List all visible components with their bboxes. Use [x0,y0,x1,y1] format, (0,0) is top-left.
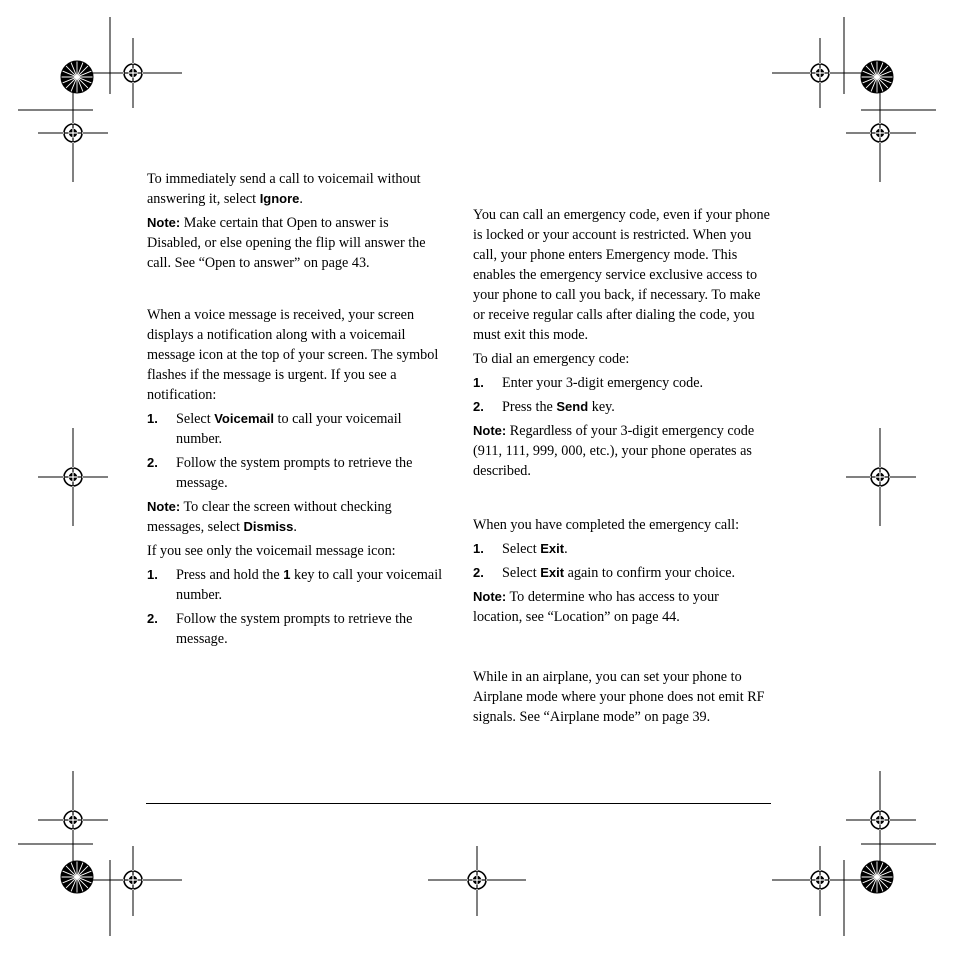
list-item: 1. Select Voicemail to call your voicemail number. [147,411,402,447]
list-item: 2. Follow the system prompts to retrieve the message. [147,455,413,491]
note-open-to-answer: Note: Make certain that Open to answer is Disabled, or else opening the flip will answer the call. See “Open to answer” on page 43. [147,215,426,271]
completed-paragraph: When you have completed the emergency call: [473,517,740,533]
note-emergency-code: Note: Regardless of your 3-digit emergency code (911, 111, 999, 000, etc.), your phone operates as described. [473,423,755,479]
airplane-paragraph: While in an airplane, you can set your phone to Airplane mode where your phone does not emit RF signals. See “Airplane mode” on page 39. [473,669,765,725]
dial-paragraph: To dial an emergency code: [473,351,630,367]
list-item: 1. Enter your 3-digit emergency code. [473,375,704,391]
list-item: 2. Follow the system prompts to retrieve the message. [147,611,413,647]
note-location: Note: To determine who has access to your location, see “Location” on page 44. [473,589,719,625]
voice-message-paragraph: When a voice message is received, your screen displays a notification along with a voicemail message icon at the top of your screen. The symbol flashes if the message is urgent. If you see a notification: [147,307,439,403]
note-dismiss: Note: To clear the screen without checking messages, select Dismiss. [147,499,392,535]
list-item: 1. Press and hold the 1 key to call your voicemail number. [147,567,443,603]
right-column [473,205,771,731]
ignore-paragraph: To immediately send a call to voicemail without answering it, select Ignore. [147,171,421,207]
ignore-label: Ignore [259,191,300,206]
emergency-paragraph: You can call an emergency code, even if your phone is locked or your account is restricted. When you call, your phone enters Emergency mode. This enables the emergency service exclusive access to your phone to call you back, if necessary. To make or receive regular calls after dialing the code, you must exit this mode. [473,207,770,343]
list-item: 1. Select Exit. [473,541,568,557]
footer-rule [146,803,771,804]
list-item: 2. Select Exit again to confirm your choice. [473,565,736,581]
left-column [147,169,443,653]
list-item: 2. Press the Send key. [473,399,615,415]
icon-only-paragraph: If you see only the voicemail message icon: [147,543,396,559]
